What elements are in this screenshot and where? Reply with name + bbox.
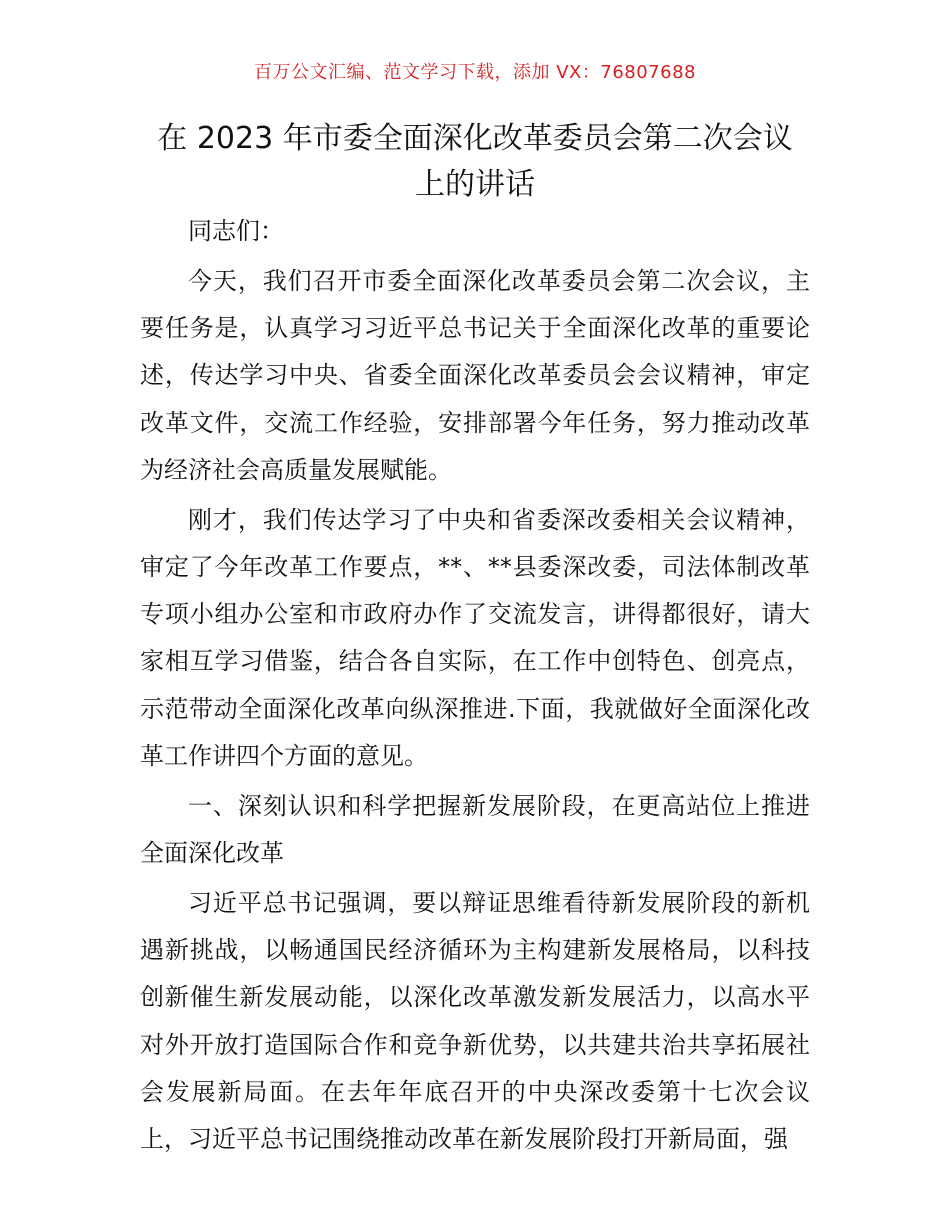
paragraph-opening: 今天，我们召开市委全面深化改革委员会第二次会议，主要任务是，认真学习习近平总书记关于全面深化改革的重要论述，传达学习中央、省委全面深化改革委员会会议精神，审定改革文件，交流工作经验，安排部署今年任务，努力推动改革为经济社会高质量发展赋能。 [140,267,810,484]
paragraph-section-1: 习近平总书记强调，要以辩证思维看待新发展阶段的新机遇新挑战，以畅通国民经济循环为主构建新发展格局，以科技创新催生新发展动能，以深化改革激发新发展活力，以高水平对外开放打造国际合作和竞争新优势，以共建共治共享拓展社会发展新局面。在去年年底召开的中央深改委第十七次会议上，习近平总书记围绕推动改革在新发展阶段打开新局面，强 [140,889,810,1154]
header-watermark: 百万公文汇编、范文学习下载，添加 VX：76807688 [254,62,696,83]
title-line-1: 在 2023 年市委全面深化改革委员会第二次会议 [157,121,793,156]
section-heading-1: 一、深刻认识和科学把握新发展阶段，在更高站位上推进全面深化改革 [140,791,810,868]
salutation: 同志们： [188,217,284,245]
document-body [140,208,810,1166]
title-line-2: 上的讲话 [415,167,535,202]
document-title [140,116,810,208]
paragraph-review: 刚才，我们传达学习了中央和省委深改委相关会议精神，审定了今年改革工作要点，**、**县委深改委，司法体制改革专项小组办公室和市政府办作了交流发言，讲得都很好，请大家相互学习借鉴，结合各自实际，在工作中创特色、创亮点，示范带动全面深化改革向纵深推进.下面，我就做好全面深化改革工作讲四个方面的意见。 [140,505,810,770]
